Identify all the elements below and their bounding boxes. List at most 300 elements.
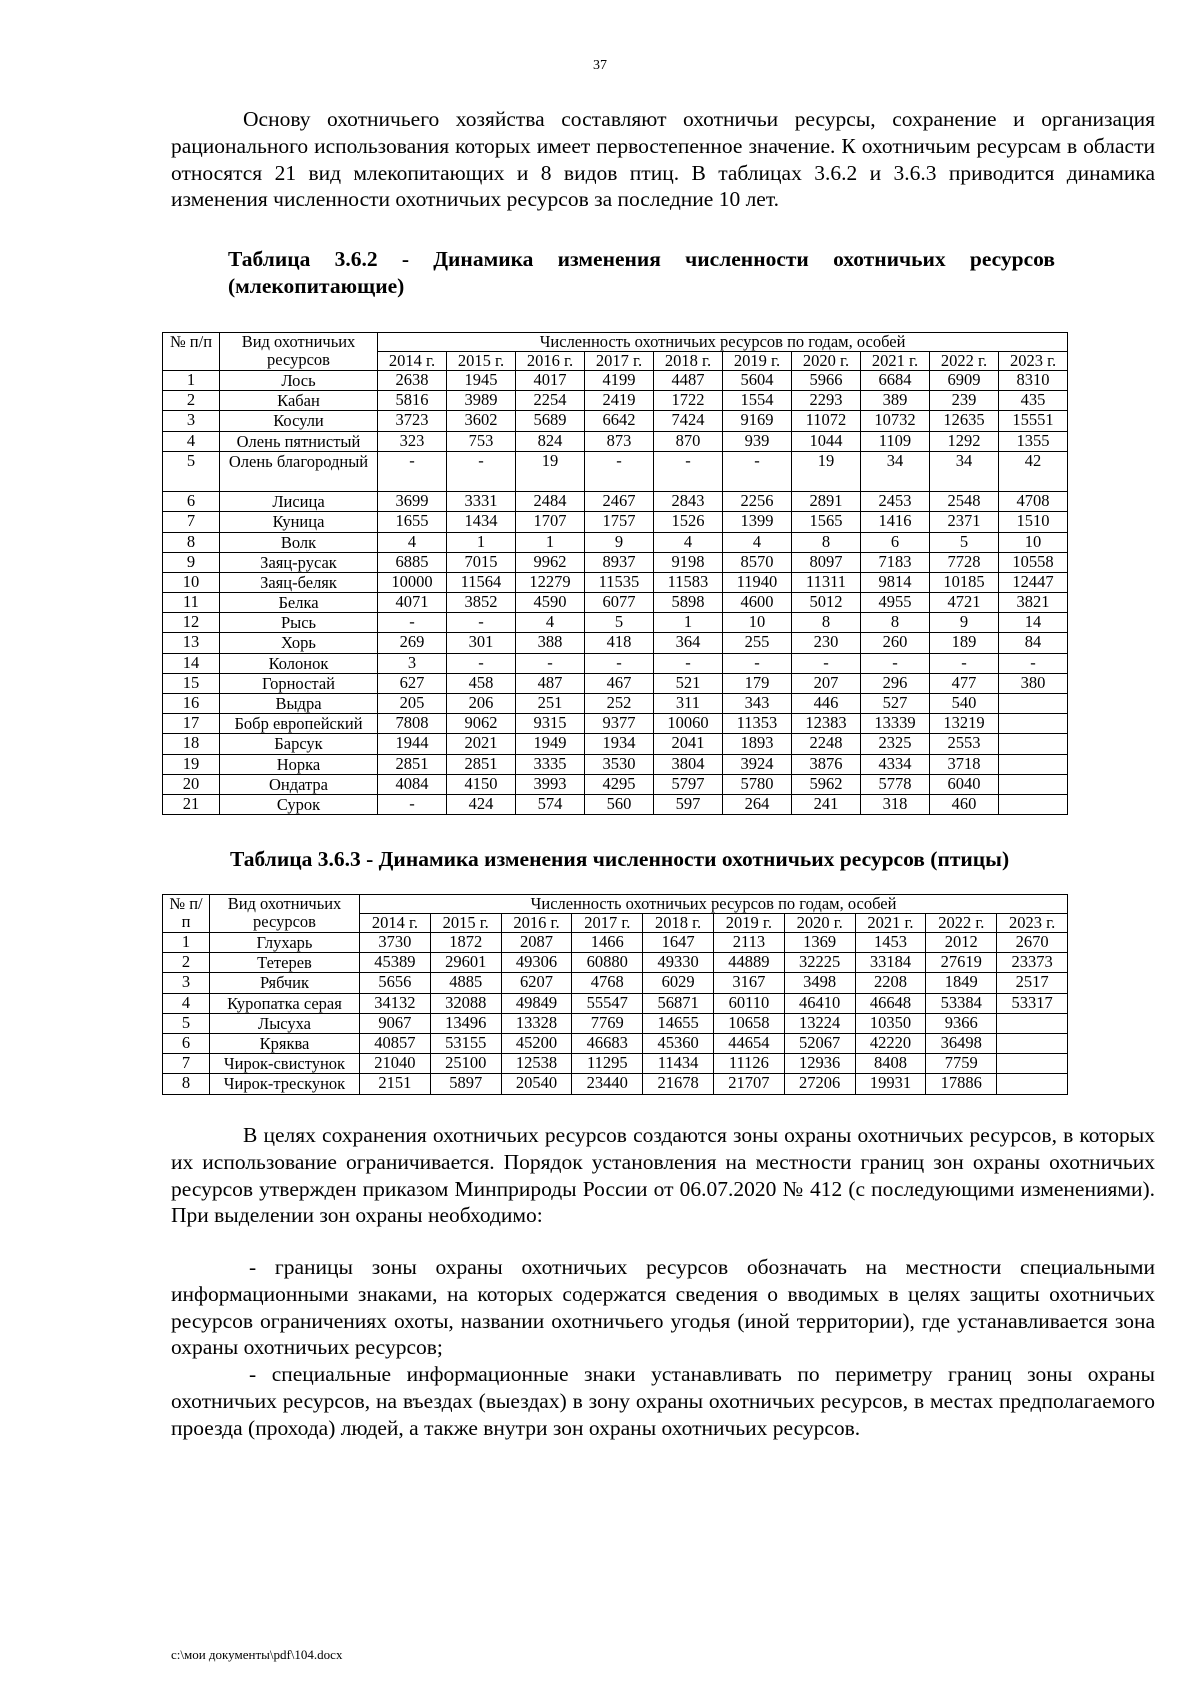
year-value: 3730 xyxy=(360,933,431,953)
year-value: 1510 xyxy=(999,512,1068,532)
year-value: 873 xyxy=(585,431,654,451)
year-value: 6909 xyxy=(930,371,999,391)
year-value: 241 xyxy=(792,794,861,814)
species-name: Чирок-свистунок xyxy=(210,1054,360,1074)
row-number: 7 xyxy=(163,1054,210,1074)
year-value: 6885 xyxy=(378,552,447,572)
year-value: 2851 xyxy=(447,754,516,774)
year-value: 44654 xyxy=(713,1033,784,1053)
year-value: 364 xyxy=(654,633,723,653)
year-value: 9169 xyxy=(723,411,792,431)
year-value: 2041 xyxy=(654,734,723,754)
table-row xyxy=(163,1033,1068,1053)
table-row xyxy=(163,973,1068,993)
year-value: 44889 xyxy=(713,953,784,973)
year-value: 13496 xyxy=(430,1013,501,1033)
year-value: 260 xyxy=(861,633,930,653)
year-value: 46683 xyxy=(572,1033,643,1053)
year-value: 1355 xyxy=(999,431,1068,451)
header-year: 2018 г. xyxy=(643,914,714,933)
year-value: 2638 xyxy=(378,371,447,391)
year-value: 4590 xyxy=(516,593,585,613)
year-value xyxy=(999,774,1068,794)
year-value: 8310 xyxy=(999,371,1068,391)
year-value: 207 xyxy=(792,673,861,693)
species-name: Чирок-трескунок xyxy=(210,1074,360,1094)
year-value: 8408 xyxy=(855,1054,926,1074)
species-name: Олень пятнистый xyxy=(220,431,378,451)
year-value: 1554 xyxy=(723,391,792,411)
year-value: 2254 xyxy=(516,391,585,411)
year-value: 2670 xyxy=(997,933,1068,953)
row-number: 2 xyxy=(163,953,210,973)
year-value: 8 xyxy=(792,532,861,552)
year-value: 239 xyxy=(930,391,999,411)
year-value: 17886 xyxy=(926,1074,997,1094)
table-row xyxy=(163,572,1068,592)
year-value: 27206 xyxy=(784,1074,855,1094)
year-value: 2891 xyxy=(792,492,861,512)
row-number: 20 xyxy=(163,774,220,794)
row-number: 15 xyxy=(163,673,220,693)
year-value: 1949 xyxy=(516,734,585,754)
header-year: 2015 г. xyxy=(447,352,516,371)
year-value xyxy=(999,714,1068,734)
row-number: 4 xyxy=(163,431,220,451)
year-value: 627 xyxy=(378,673,447,693)
species-name: Лисица xyxy=(220,492,378,512)
table-row xyxy=(163,1074,1068,1094)
year-value: - xyxy=(585,451,654,491)
row-number: 6 xyxy=(163,1033,210,1053)
year-value: 343 xyxy=(723,694,792,714)
row-number: 13 xyxy=(163,633,220,653)
species-name: Заяц-беляк xyxy=(220,572,378,592)
year-value: 574 xyxy=(516,794,585,814)
year-value: 11583 xyxy=(654,572,723,592)
row-number: 1 xyxy=(163,371,220,391)
year-value: - xyxy=(585,653,654,673)
year-value: 2843 xyxy=(654,492,723,512)
year-value xyxy=(997,1054,1068,1074)
year-value: 32088 xyxy=(430,993,501,1013)
header-species: Вид охотничьих ресурсов xyxy=(220,333,378,371)
year-value: 12936 xyxy=(784,1054,855,1074)
species-name: Тетерев xyxy=(210,953,360,973)
table-row xyxy=(163,933,1068,953)
year-value: 1369 xyxy=(784,933,855,953)
year-value: 7808 xyxy=(378,714,447,734)
year-value: - xyxy=(447,451,516,491)
year-value: - xyxy=(447,613,516,633)
year-value: 10732 xyxy=(861,411,930,431)
year-value: - xyxy=(378,794,447,814)
year-value: 46410 xyxy=(784,993,855,1013)
year-value: 23373 xyxy=(997,953,1068,973)
species-name: Волк xyxy=(220,532,378,552)
year-value: 5780 xyxy=(723,774,792,794)
year-value: 45200 xyxy=(501,1033,572,1053)
year-value: 20540 xyxy=(501,1074,572,1094)
year-value: 5604 xyxy=(723,371,792,391)
year-value: 2021 xyxy=(447,734,516,754)
species-name: Косули xyxy=(220,411,378,431)
header-year: 2020 г. xyxy=(792,352,861,371)
year-value: 5 xyxy=(585,613,654,633)
year-value: 1722 xyxy=(654,391,723,411)
year-value: 34132 xyxy=(360,993,431,1013)
year-value: 487 xyxy=(516,673,585,693)
year-value: 179 xyxy=(723,673,792,693)
year-value: 25100 xyxy=(430,1054,501,1074)
year-value: 3335 xyxy=(516,754,585,774)
year-value: 1466 xyxy=(572,933,643,953)
year-value: 11564 xyxy=(447,572,516,592)
year-value: 5797 xyxy=(654,774,723,794)
year-value: - xyxy=(999,653,1068,673)
intro-paragraph: Основу охотничьего хозяйства составляют охотничьи ресурсы, сохранение и организация рационального использования которых имеет первостепенное значение. К охотничьим ресурсам в области относятся 21 вид млекопитающих и 8 видов птиц. В таблицах 3.6.2 и 3.6.3 приводится динамика изменения численности охотничьих ресурсов за последние 10 лет. xyxy=(171,107,1155,212)
year-value: 49849 xyxy=(501,993,572,1013)
year-value: 36498 xyxy=(926,1033,997,1053)
year-value: 2087 xyxy=(501,933,572,953)
year-value xyxy=(999,794,1068,814)
year-value xyxy=(999,734,1068,754)
year-value: 3699 xyxy=(378,492,447,512)
year-value: - xyxy=(792,653,861,673)
year-value: 2371 xyxy=(930,512,999,532)
year-value: 60110 xyxy=(713,993,784,1013)
year-value: 53384 xyxy=(926,993,997,1013)
row-number: 10 xyxy=(163,572,220,592)
year-value: - xyxy=(516,653,585,673)
row-number: 19 xyxy=(163,754,220,774)
year-value: 206 xyxy=(447,694,516,714)
row-number: 7 xyxy=(163,512,220,532)
year-value: 49306 xyxy=(501,953,572,973)
header-row xyxy=(163,333,1068,352)
year-value: 205 xyxy=(378,694,447,714)
year-value: 5689 xyxy=(516,411,585,431)
year-value: 2248 xyxy=(792,734,861,754)
year-value: - xyxy=(723,451,792,491)
year-value: 5816 xyxy=(378,391,447,411)
header-year: 2017 г. xyxy=(585,352,654,371)
header-num: № п/п xyxy=(163,895,210,933)
table-row xyxy=(163,613,1068,633)
year-value: 255 xyxy=(723,633,792,653)
year-value: 1565 xyxy=(792,512,861,532)
species-name: Рябчик xyxy=(210,973,360,993)
mammals-table xyxy=(162,332,1068,815)
year-value: 318 xyxy=(861,794,930,814)
year-value: 1944 xyxy=(378,734,447,754)
year-value: 7759 xyxy=(926,1054,997,1074)
year-value: 21040 xyxy=(360,1054,431,1074)
year-value: 56871 xyxy=(643,993,714,1013)
table-mammals-caption: Таблица 3.6.2 - Динамика изменения численности охотничьих ресурсов (млекопитающие) xyxy=(228,247,1055,298)
year-value: 6077 xyxy=(585,593,654,613)
year-value: 477 xyxy=(930,673,999,693)
year-value: 560 xyxy=(585,794,654,814)
header-group: Численность охотничьих ресурсов по годам, особей xyxy=(360,895,1068,914)
year-value: 33184 xyxy=(855,953,926,973)
header-year: 2021 г. xyxy=(855,914,926,933)
table-row xyxy=(163,673,1068,693)
year-value: 4 xyxy=(516,613,585,633)
header-year: 2016 г. xyxy=(501,914,572,933)
year-value: 10185 xyxy=(930,572,999,592)
table-row xyxy=(163,694,1068,714)
year-value xyxy=(997,1033,1068,1053)
table-row xyxy=(163,391,1068,411)
row-number: 9 xyxy=(163,552,220,572)
year-value: 10558 xyxy=(999,552,1068,572)
year-value: 264 xyxy=(723,794,792,814)
year-value: 4487 xyxy=(654,371,723,391)
year-value: 1655 xyxy=(378,512,447,532)
table-row xyxy=(163,552,1068,572)
year-value: 13328 xyxy=(501,1013,572,1033)
year-value: 269 xyxy=(378,633,447,653)
year-value: 4600 xyxy=(723,593,792,613)
year-value: 53155 xyxy=(430,1033,501,1053)
year-value: 5012 xyxy=(792,593,861,613)
year-value: 2293 xyxy=(792,391,861,411)
year-value: 55547 xyxy=(572,993,643,1013)
year-value: 4084 xyxy=(378,774,447,794)
year-value: 3804 xyxy=(654,754,723,774)
year-value: 1934 xyxy=(585,734,654,754)
year-value: 9062 xyxy=(447,714,516,734)
species-name: Выдра xyxy=(220,694,378,714)
row-number: 6 xyxy=(163,492,220,512)
year-value: 7424 xyxy=(654,411,723,431)
year-value: - xyxy=(930,653,999,673)
bullet-paragraph-1: - границы зоны охраны охотничьих ресурсов обозначать на местности специальными информационными знаками, на которых содержатся сведения о вводимых в целях защиты охотничьих ресурсов ограничениях охоты, названии охотничьего угодья (иной территории), где устанавливается зона охраны охотничьих ресурсов; xyxy=(171,1255,1155,1360)
row-number: 8 xyxy=(163,532,220,552)
header-year: 2019 г. xyxy=(713,914,784,933)
row-number: 1 xyxy=(163,933,210,953)
year-value: 380 xyxy=(999,673,1068,693)
year-value: - xyxy=(654,653,723,673)
table-row xyxy=(163,734,1068,754)
year-value: 323 xyxy=(378,431,447,451)
year-value: 11940 xyxy=(723,572,792,592)
year-value: 824 xyxy=(516,431,585,451)
year-value: 3167 xyxy=(713,973,784,993)
header-year: 2014 г. xyxy=(360,914,431,933)
table-row xyxy=(163,532,1068,552)
year-value: 84 xyxy=(999,633,1068,653)
header-year: 2017 г. xyxy=(572,914,643,933)
year-value: 9315 xyxy=(516,714,585,734)
year-value: 3993 xyxy=(516,774,585,794)
species-name: Лысуха xyxy=(210,1013,360,1033)
year-value: 301 xyxy=(447,633,516,653)
year-value: 6040 xyxy=(930,774,999,794)
year-value: 13219 xyxy=(930,714,999,734)
header-year: 2022 г. xyxy=(926,914,997,933)
year-value: 418 xyxy=(585,633,654,653)
table-row xyxy=(163,371,1068,391)
species-name: Барсук xyxy=(220,734,378,754)
year-value: 3876 xyxy=(792,754,861,774)
year-value: 4768 xyxy=(572,973,643,993)
year-value: 34 xyxy=(930,451,999,491)
year-value: 2553 xyxy=(930,734,999,754)
year-value: 11126 xyxy=(713,1054,784,1074)
year-value: 3924 xyxy=(723,754,792,774)
year-value: 15551 xyxy=(999,411,1068,431)
year-value: 1453 xyxy=(855,933,926,953)
year-value: 8 xyxy=(792,613,861,633)
year-value: 2851 xyxy=(378,754,447,774)
year-value: 1757 xyxy=(585,512,654,532)
year-value: 2453 xyxy=(861,492,930,512)
year-value: 4071 xyxy=(378,593,447,613)
year-value: 3852 xyxy=(447,593,516,613)
year-value: 7015 xyxy=(447,552,516,572)
year-value: 8570 xyxy=(723,552,792,572)
year-value: 10 xyxy=(999,532,1068,552)
species-name: Заяц-русак xyxy=(220,552,378,572)
year-value: 42220 xyxy=(855,1033,926,1053)
row-number: 2 xyxy=(163,391,220,411)
year-value: 60880 xyxy=(572,953,643,973)
page-number: 37 xyxy=(593,58,607,73)
year-value: 1872 xyxy=(430,933,501,953)
year-value: 52067 xyxy=(784,1033,855,1053)
year-value: 6642 xyxy=(585,411,654,431)
year-value: 4721 xyxy=(930,593,999,613)
year-value: 11353 xyxy=(723,714,792,734)
year-value: - xyxy=(723,653,792,673)
year-value: 12635 xyxy=(930,411,999,431)
year-value: 10 xyxy=(723,613,792,633)
year-value: 40857 xyxy=(360,1033,431,1053)
header-year: 2018 г. xyxy=(654,352,723,371)
header-group: Численность охотничьих ресурсов по годам, особей xyxy=(378,333,1068,352)
year-value: 2548 xyxy=(930,492,999,512)
row-number: 8 xyxy=(163,1074,210,1094)
row-number: 3 xyxy=(163,411,220,431)
year-value: 527 xyxy=(861,694,930,714)
year-value: 9814 xyxy=(861,572,930,592)
year-value: 296 xyxy=(861,673,930,693)
year-value: 870 xyxy=(654,431,723,451)
table-row xyxy=(163,512,1068,532)
year-value: 1 xyxy=(447,532,516,552)
year-value: 49330 xyxy=(643,953,714,973)
header-species: Вид охотничьих ресурсов xyxy=(210,895,360,933)
year-value: 1707 xyxy=(516,512,585,532)
year-value: - xyxy=(447,653,516,673)
table-row xyxy=(163,1013,1068,1033)
year-value: 435 xyxy=(999,391,1068,411)
row-number: 4 xyxy=(163,993,210,1013)
year-value: 9377 xyxy=(585,714,654,734)
species-name: Бобр европейский xyxy=(220,714,378,734)
year-value: 11434 xyxy=(643,1054,714,1074)
year-value: 3530 xyxy=(585,754,654,774)
year-value: 45360 xyxy=(643,1033,714,1053)
year-value: 4 xyxy=(723,532,792,552)
year-value: 540 xyxy=(930,694,999,714)
year-value: 11072 xyxy=(792,411,861,431)
year-value: 6029 xyxy=(643,973,714,993)
table-row xyxy=(163,1054,1068,1074)
year-value: 939 xyxy=(723,431,792,451)
year-value: 8097 xyxy=(792,552,861,572)
bullet-paragraph-2: - специальные информационные знаки устанавливать по периметру границ зоны охраны охотничьих ресурсов, на въездах (выездах) в зону охраны охотничьих ресурсов, в местах предполагаемого проезда (прохода) людей, а также внутри зон охраны охотничьих ресурсов. xyxy=(171,1362,1155,1440)
year-value: 9962 xyxy=(516,552,585,572)
year-value: 46648 xyxy=(855,993,926,1013)
row-number: 11 xyxy=(163,593,220,613)
year-value: 1647 xyxy=(643,933,714,953)
year-value: 9 xyxy=(585,532,654,552)
year-value: 21678 xyxy=(643,1074,714,1094)
species-name: Норка xyxy=(220,754,378,774)
year-value: 23440 xyxy=(572,1074,643,1094)
year-value: - xyxy=(654,451,723,491)
year-value: 12383 xyxy=(792,714,861,734)
year-value: 3331 xyxy=(447,492,516,512)
year-value: 4295 xyxy=(585,774,654,794)
year-value: 458 xyxy=(447,673,516,693)
year-value: 2151 xyxy=(360,1074,431,1094)
year-value: 53317 xyxy=(997,993,1068,1013)
year-value: 10000 xyxy=(378,572,447,592)
year-value: 251 xyxy=(516,694,585,714)
year-value: 9366 xyxy=(926,1013,997,1033)
year-value: 3498 xyxy=(784,973,855,993)
row-number: 21 xyxy=(163,794,220,814)
year-value: 3718 xyxy=(930,754,999,774)
table-row xyxy=(163,411,1068,431)
species-name: Куропатка серая xyxy=(210,993,360,1013)
table-row xyxy=(163,754,1068,774)
year-value xyxy=(999,754,1068,774)
table-row xyxy=(163,633,1068,653)
year-value xyxy=(999,694,1068,714)
year-value: 1526 xyxy=(654,512,723,532)
year-value: 424 xyxy=(447,794,516,814)
year-value: 2484 xyxy=(516,492,585,512)
year-value: 6684 xyxy=(861,371,930,391)
year-value: 13224 xyxy=(784,1013,855,1033)
year-value: 5898 xyxy=(654,593,723,613)
year-value: 5897 xyxy=(430,1074,501,1094)
row-number: 3 xyxy=(163,973,210,993)
year-value: 1849 xyxy=(926,973,997,993)
header-year: 2021 г. xyxy=(861,352,930,371)
year-value: 13339 xyxy=(861,714,930,734)
table-row xyxy=(163,714,1068,734)
table-row xyxy=(163,774,1068,794)
year-value: 11535 xyxy=(585,572,654,592)
header-year: 2016 г. xyxy=(516,352,585,371)
year-value: 42 xyxy=(999,451,1068,491)
year-value: 1109 xyxy=(861,431,930,451)
year-value: 4 xyxy=(378,532,447,552)
header-num: № п/п xyxy=(163,333,220,371)
year-value: 1399 xyxy=(723,512,792,532)
species-name: Горностай xyxy=(220,673,378,693)
row-number: 17 xyxy=(163,714,220,734)
year-value: 3 xyxy=(378,653,447,673)
header-year: 2023 г. xyxy=(997,914,1068,933)
year-value: 1893 xyxy=(723,734,792,754)
